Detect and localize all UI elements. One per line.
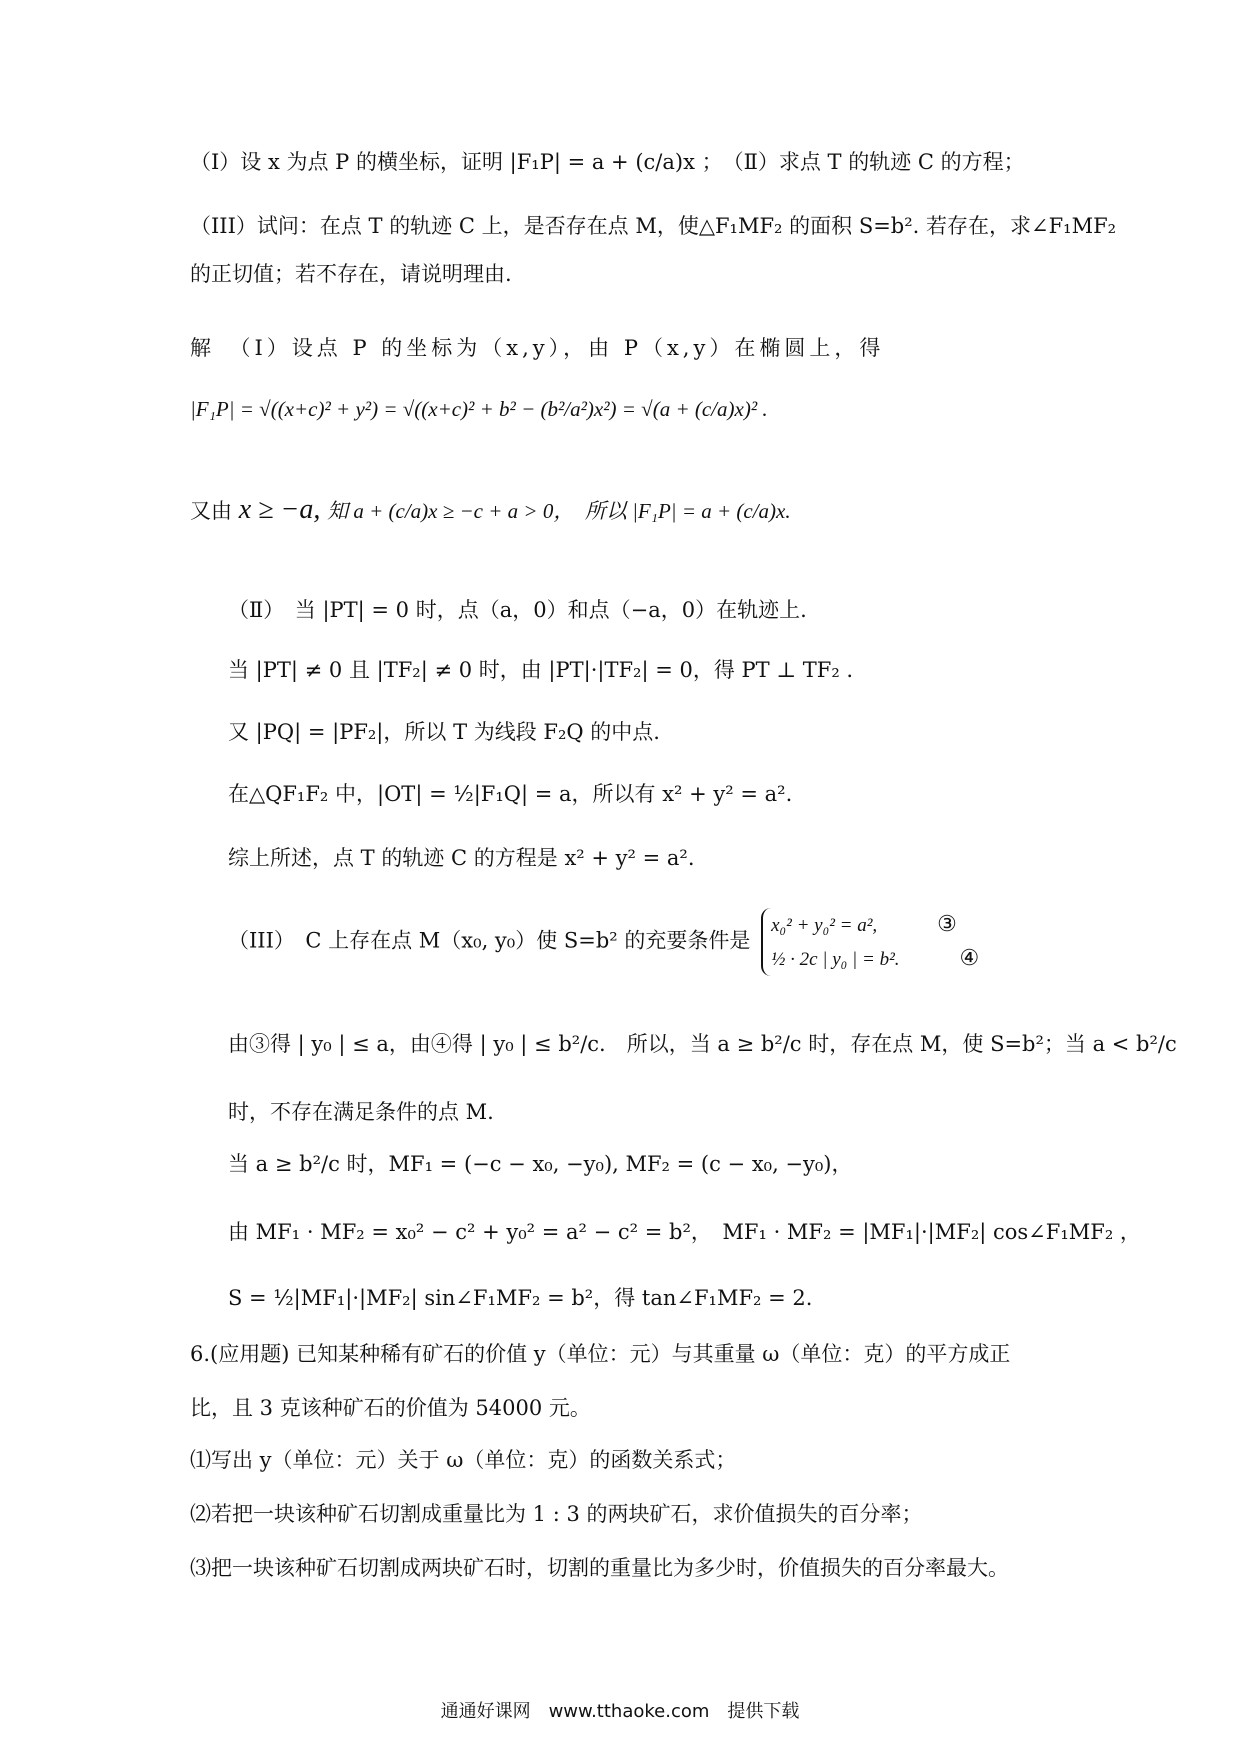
conclusion-fragment: 知 a + (c/a)x ≥ −c + a > 0， 所以 |F₁P| = a + (c/a)x.	[327, 499, 791, 523]
solution-part-2-intro: （Ⅱ） 当 |PT| = 0 时，点（a，0）和点（−a，0）在轨迹上.	[228, 598, 807, 622]
solution-perpendicular: 当 |PT| ≠ 0 且 |TF₂| ≠ 0 时，由 |PT|·|TF₂| = 0，得 PT ⊥ TF₂ .	[228, 658, 854, 682]
solution-summary: 综上所述，点 T 的轨迹 C 的方程是 x² + y² = a².	[228, 846, 695, 870]
circled-3: ③	[937, 911, 957, 936]
problem-6-statement-cont: 比，且 3 克该种矿石的价值为 54000 元。	[190, 1396, 591, 1420]
solution-existence: 由③得 | y₀ | ≤ a，由④得 | y₀ | ≤ b²/c. 所以，当 a ≥ b²/c 时，存在点 M，使 S=b²；当 a < b²/c	[228, 1032, 1177, 1056]
question-part-1-2: （Ⅰ）设 x 为点 P 的横坐标，证明 |F₁P| = a + (c/a)x ； （Ⅱ）求点 T 的轨迹 C 的方程；	[190, 150, 1025, 174]
solution-condition-line	[190, 496, 1070, 525]
question-part-3: （III）试问：在点 T 的轨迹 C 上，是否存在点 M，使△F₁MF₂ 的面积 S=b². 若存在，求∠F₁MF₂	[190, 214, 1117, 238]
solution-tangent: S = ½|MF₁|·|MF₂| sin∠F₁MF₂ = b²，得 tan∠F₁MF₂ = 2.	[228, 1286, 813, 1310]
problem-6-part-1: ⑴写出 y（单位：元）关于 ω（单位：克）的函数关系式；	[190, 1448, 737, 1472]
question-part-3-cont: 的正切值；若不存在，请说明理由.	[190, 262, 512, 286]
system-row-2	[771, 942, 979, 976]
text-fragment: 又由	[190, 499, 232, 523]
equation-3: x₀² + y₀² = a²,	[771, 915, 878, 936]
solution-part-3-intro	[228, 908, 1108, 976]
problem-6-statement: 6.(应用题) 已知某种稀有矿石的价值 y（单位：元）与其重量 ω（单位：克）的平方成正	[190, 1342, 1011, 1366]
solution-midpoint: 又 |PQ| = |PF₂|，所以 T 为线段 F₂Q 的中点.	[228, 720, 660, 744]
problem-6-part-2: ⑵若把一块该种矿石切割成重量比为 1 : 3 的两块矿石，求价值损失的百分率；	[190, 1502, 923, 1526]
page-footer: 通通好课网 www.tthaoke.com 提供下载	[440, 1701, 800, 1722]
solution-triangle: 在△QF₁F₂ 中，|OT| = ½|F₁Q| = a，所以有 x² + y² = a².	[228, 782, 793, 806]
equation-4: ½ · 2c | y₀ | = b².	[771, 949, 900, 970]
problem-6-part-3: ⑶把一块该种矿石切割成两块矿石时，切割的重量比为多少时，价值损失的百分率最大。	[190, 1556, 1009, 1580]
solution-vectors: 当 a ≥ b²/c 时，MF₁ = (−c − x₀, −y₀), MF₂ = (c − x₀, −y₀)，	[228, 1152, 853, 1176]
solution-nonexistence: 时，不存在满足条件的点 M.	[228, 1100, 494, 1124]
solution-distance-formula: |F₁P| = √((x+c)² + y²) = √((x+c)² + b² − (b²/a²)x²) = √(a + (c/a)x)² .	[190, 397, 768, 421]
system-row-1	[771, 908, 979, 942]
solution-dot-product: 由 MF₁ · MF₂ = x₀² − c² + y₀² = a² − c² = b²， MF₁ · MF₂ = |MF₁|·|MF₂| cos∠F₁MF₂ ，	[228, 1220, 1141, 1244]
solution-part-1-intro: 解 （Ⅰ）设点 P 的坐标为（x,y），由 P（x,y）在椭圆上，得	[190, 336, 885, 360]
equation-system	[761, 908, 979, 976]
condition-text: （III） C 上存在点 M（x₀, y₀）使 S=b² 的充要条件是	[228, 928, 751, 953]
circled-4: ④	[959, 945, 980, 970]
inequality-x: x ≥ −a,	[238, 494, 321, 525]
